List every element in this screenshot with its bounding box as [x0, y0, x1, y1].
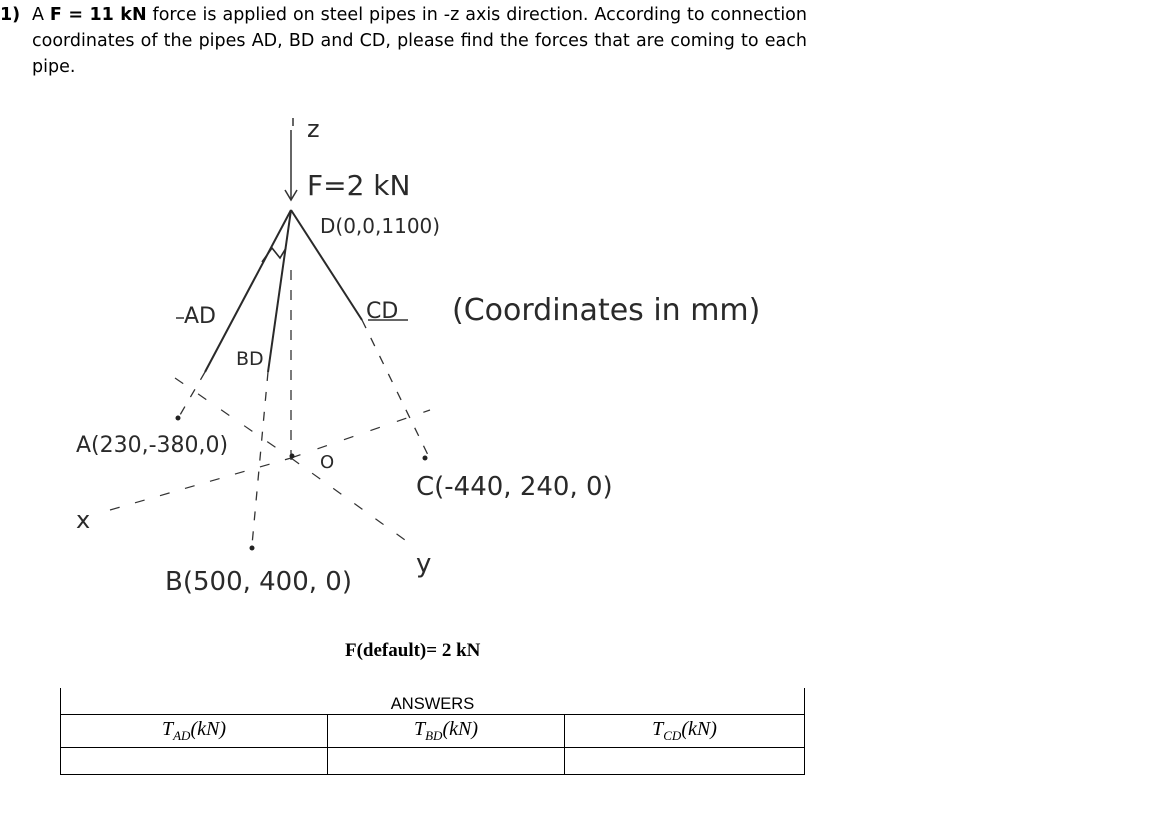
point-c-dot	[423, 456, 428, 461]
pipe-bd-dashed	[252, 372, 268, 545]
y-axis-dashed	[291, 458, 405, 540]
origin-label: O	[320, 452, 335, 473]
point-o-dot	[290, 454, 295, 459]
pipe-ad-dashed	[180, 372, 205, 415]
x-axis-dashed	[110, 458, 291, 510]
point-d-label: D(0,0,1100)	[320, 214, 441, 238]
answers-table	[60, 688, 805, 775]
header-t-ad: $T_{AD}(kN)$	[61, 715, 328, 748]
answer-cell-ad[interactable]	[61, 748, 328, 775]
header-t-bd: $T_{BD}(kN)$	[328, 715, 565, 748]
problem-text-rest: force is applied on steel pipes in -z axis direction. According to connection coordinates of the pipes AD, BD and CD, please find the forces that are coming to each pipe.	[32, 5, 807, 77]
pipe-cd-dashed	[362, 320, 428, 455]
z-axis-label: z	[307, 115, 320, 143]
answer-cell-bd[interactable]	[328, 748, 565, 775]
coordinates-note: (Coordinates in mm)	[452, 293, 761, 328]
point-a-label: A(230,-380,0)	[76, 433, 229, 458]
point-b-dot	[250, 546, 255, 551]
header-t-cd: $T_{CD}(kN)$	[565, 715, 805, 748]
point-a-dot	[176, 416, 181, 421]
point-b-label: B(500, 400, 0)	[165, 567, 352, 597]
problem-text-prefix: A	[32, 5, 50, 25]
ad-label: AD	[184, 304, 216, 329]
bd-label: BD	[236, 348, 264, 370]
problem-number: 1)	[0, 5, 21, 25]
answers-title: ANSWERS	[61, 688, 805, 715]
answers-header-row	[61, 715, 805, 748]
force-label: F=2 kN	[307, 169, 411, 202]
x-axis-label: x	[76, 506, 91, 534]
answer-cell-cd[interactable]	[565, 748, 805, 775]
answers-input-row	[61, 748, 805, 775]
pipe-bd	[268, 210, 291, 372]
default-force: F(default)= 2 kN	[345, 640, 481, 661]
problem-force-value: F = 11 kN	[49, 5, 147, 25]
cd-label: CD	[366, 299, 399, 324]
point-c-label: C(-440, 240, 0)	[416, 472, 613, 502]
y-axis-label: y	[416, 549, 432, 579]
